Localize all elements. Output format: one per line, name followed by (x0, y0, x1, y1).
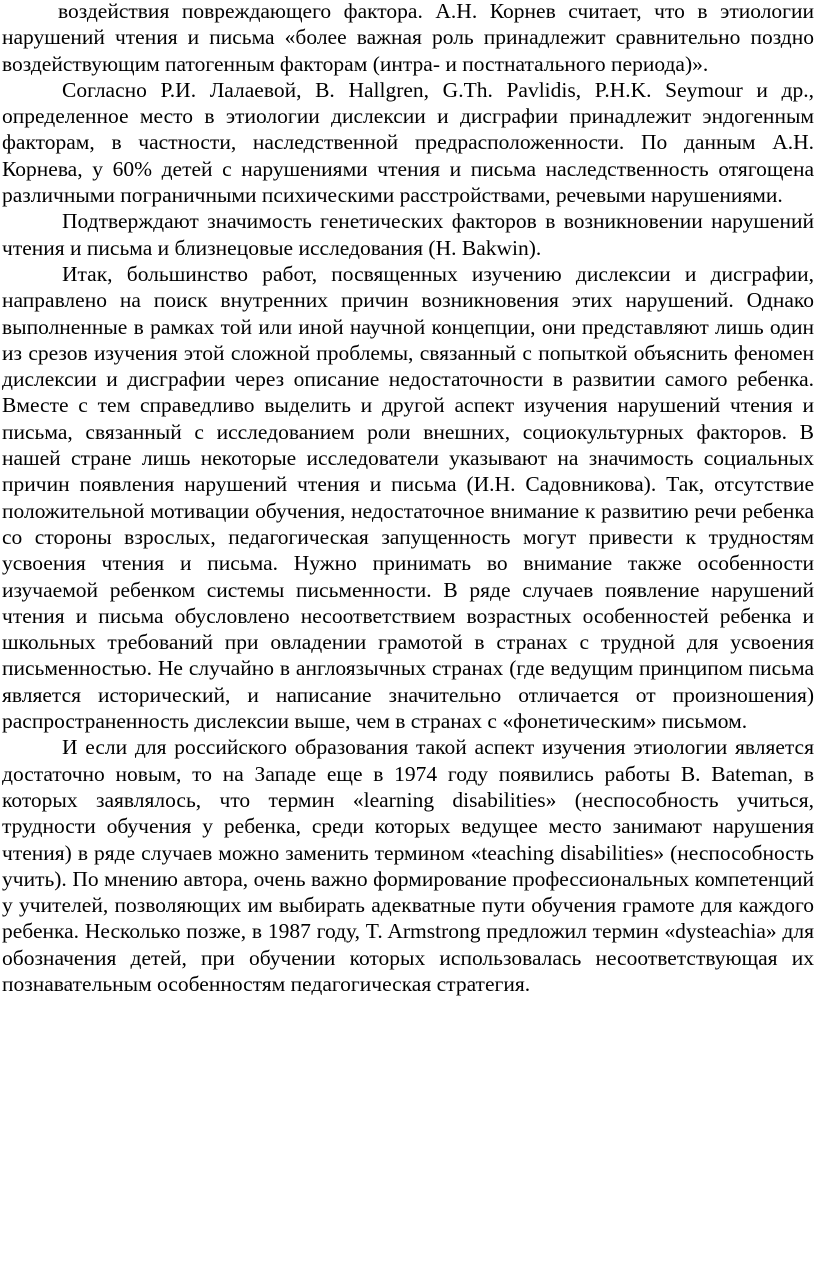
paragraph-teaching-disabilities: И если для российского образования такой аспект изучения этиологии является достаточно новым, то на Западе еще в 1974 году появились работы B. Bateman, в которых заявлялось, что термин «learning disabilities» (неспособность учиться, трудности обучения у ребенка, среди которых ведущее место занимают нарушения чтения) в ряде случаев можно заменить термином «teaching disabilities» (неспособность учить). По мнению автора, очень важно формирование профессиональных компетенций у учителей, позволяющих им выбирать адекватные пути обучения грамоте для каждого ребенка. Несколько позже, в 1987 году, T. Armstrong предложил термин «dysteachia» для обозначения детей, при обучении которых использовалась несоответствующая их познавательным особенностям педагогическая стратегия. (2, 735, 814, 996)
paragraph-continuation: воздействия повреждающего фактора. А.Н. Корнев считает, что в этиологии нарушений чтения и письма «более важная роль принадлежит сравнительно поздно воздействующим патогенным факторам (интра- и постнатального периода)». (2, 0, 814, 76)
paragraph-heredity: Согласно Р.И. Лалаевой, B. Hallgren, G.Th. Pavlidis, P.H.K. Seymour и др., определенное место в этиологии дислексии и дисграфии принадлежит эндогенным факторам, в частности, наследственной предрасположенности. По данным А.Н. Корнева, у 60% детей с нарушениями чтения и письма наследственность отягощена различными пограничными психическими расстройствами, речевыми нарушениями. (2, 77, 814, 208)
paragraph-twin-studies: Подтверждают значимость генетических факторов в возникновении нарушений чтения и письма и близнецовые исследования (H. Bakwin). (2, 209, 814, 260)
paragraph-social-factors: Итак, большинство работ, посвященных изучению дислексии и дисграфии, направлено на поиск внутренних причин возникновения этих нарушений. Однако выполненные в рамках той или иной научной концепции, они представляют лишь один из срезов изучения этой сложной проблемы, связанный с попыткой объяснить феномен дислексии и дисграфии через описание недостаточности в развитии самого ребенка. Вместе с тем справедливо выделить и другой аспект изучения нарушений чтения и письма, связанный с исследованием роли внешних, социокультурных факторов. В нашей стране лишь некоторые исследователи указывают на значимость социальных причин появления нарушений чтения и письма (И.Н. Садовникова). Так, отсутствие положительной мотивации обучения, недостаточное внимание к развитию речи ребенка со стороны взрослых, педагогическая запущенность могут привести к трудностям усвоения чтения и письма. Нужно принимать во внимание также особенности изучаемой ребенком системы письменности. В ряде случаев появление нарушений чтения и письма обусловлено несоответствием возрастных особенностей ребенка и школьных требований при овладении грамотой в странах с трудной для усвоения письменностью. Не случайно в англоязычных странах (где ведущим принципом письма является исторический, и написание значительно отличается от произношения) распространенность дислексии выше, чем в странах с «фонетическим» письмом. (2, 261, 814, 734)
